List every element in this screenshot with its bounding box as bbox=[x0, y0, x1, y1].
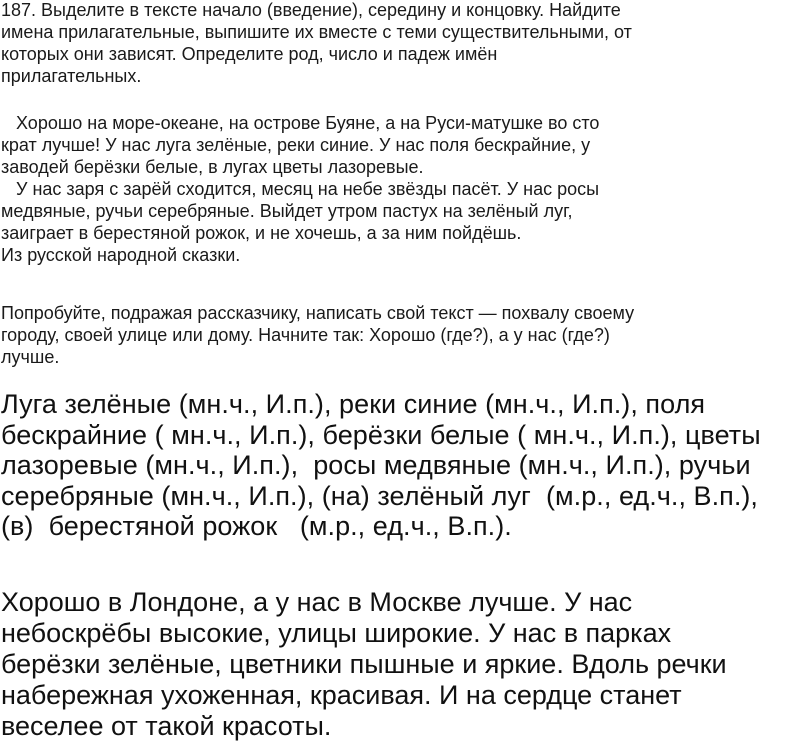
student-essay bbox=[1, 587, 799, 742]
writing-task bbox=[1, 302, 799, 368]
folk-tale-text bbox=[1, 112, 799, 266]
task-line: лучше. bbox=[1, 347, 60, 367]
story-line: медвяные, ручьи серебряные. Выйдет утром пастух на зелёный луг, bbox=[1, 201, 573, 221]
story-line: заиграет в берестяной рожок, и не хочешь, а за ним пойдёшь. bbox=[1, 223, 522, 243]
exercise-line: 187. Выделите в тексте начало (введение), середину и концовку. Найдите bbox=[1, 0, 621, 20]
exercise-line: прилагательных. bbox=[1, 66, 142, 86]
exercise-line: имена прилагательные, выпишите их вместе с теми существительными, от bbox=[1, 22, 632, 42]
answer-line: серебряные (мн.ч., И.п.), (на) зелёный луг (м.р., ед.ч., В.п.), bbox=[1, 480, 758, 511]
task-line: городу, своей улице или дому. Начните так: Хорошо (где?), а у нас (где?) bbox=[1, 325, 610, 345]
story-source: Из русской народной сказки. bbox=[1, 245, 241, 265]
essay-line: Хорошо в Лондоне, а у нас в Москве лучше. У нас bbox=[1, 587, 633, 617]
essay-line: веселее от такой красоты. bbox=[1, 711, 332, 741]
essay-line: берёзки зелёные, цветники пышные и яркие. Вдоль речки bbox=[1, 649, 727, 679]
answer-line: (в) берестяной рожок (м.р., ед.ч., В.п.). bbox=[1, 511, 512, 541]
essay-line: небоскрёбы высокие, улицы широкие. У нас в парках bbox=[1, 618, 672, 648]
task-line: Попробуйте, подражая рассказчику, написать свой текст — похвалу своему bbox=[1, 303, 635, 323]
answer-line: бескрайние ( мн.ч., И.п.), берёзки белые ( мн.ч., И.п.), цветы bbox=[1, 419, 761, 450]
essay-line: набережная ухоженная, красивая. И на сердце станет bbox=[1, 680, 682, 710]
exercise-instructions bbox=[1, 0, 799, 87]
exercise-line: которых они зависят. Определите род, число и падеж имён bbox=[1, 44, 498, 64]
story-line: заводей берёзки белые, в лугах цветы лазоревые. bbox=[1, 157, 424, 177]
story-line: Хорошо на море-океане, на острове Буяне, а на Руси-матушке во сто bbox=[1, 113, 600, 133]
story-line: крат лучше! У нас луга зелёные, реки синие. У нас поля бескрайние, у bbox=[1, 135, 591, 155]
adjective-answer bbox=[1, 389, 799, 542]
story-line: У нас заря с зарёй сходится, месяц на небе звёзды пасёт. У нас росы bbox=[1, 179, 600, 199]
answer-line: лазоревые (мн.ч., И.п.), росы медвяные (мн.ч., И.п.), ручьи bbox=[1, 450, 751, 480]
answer-line: Луга зелёные (мн.ч., И.п.), реки синие (мн.ч., И.п.), поля bbox=[1, 389, 706, 419]
